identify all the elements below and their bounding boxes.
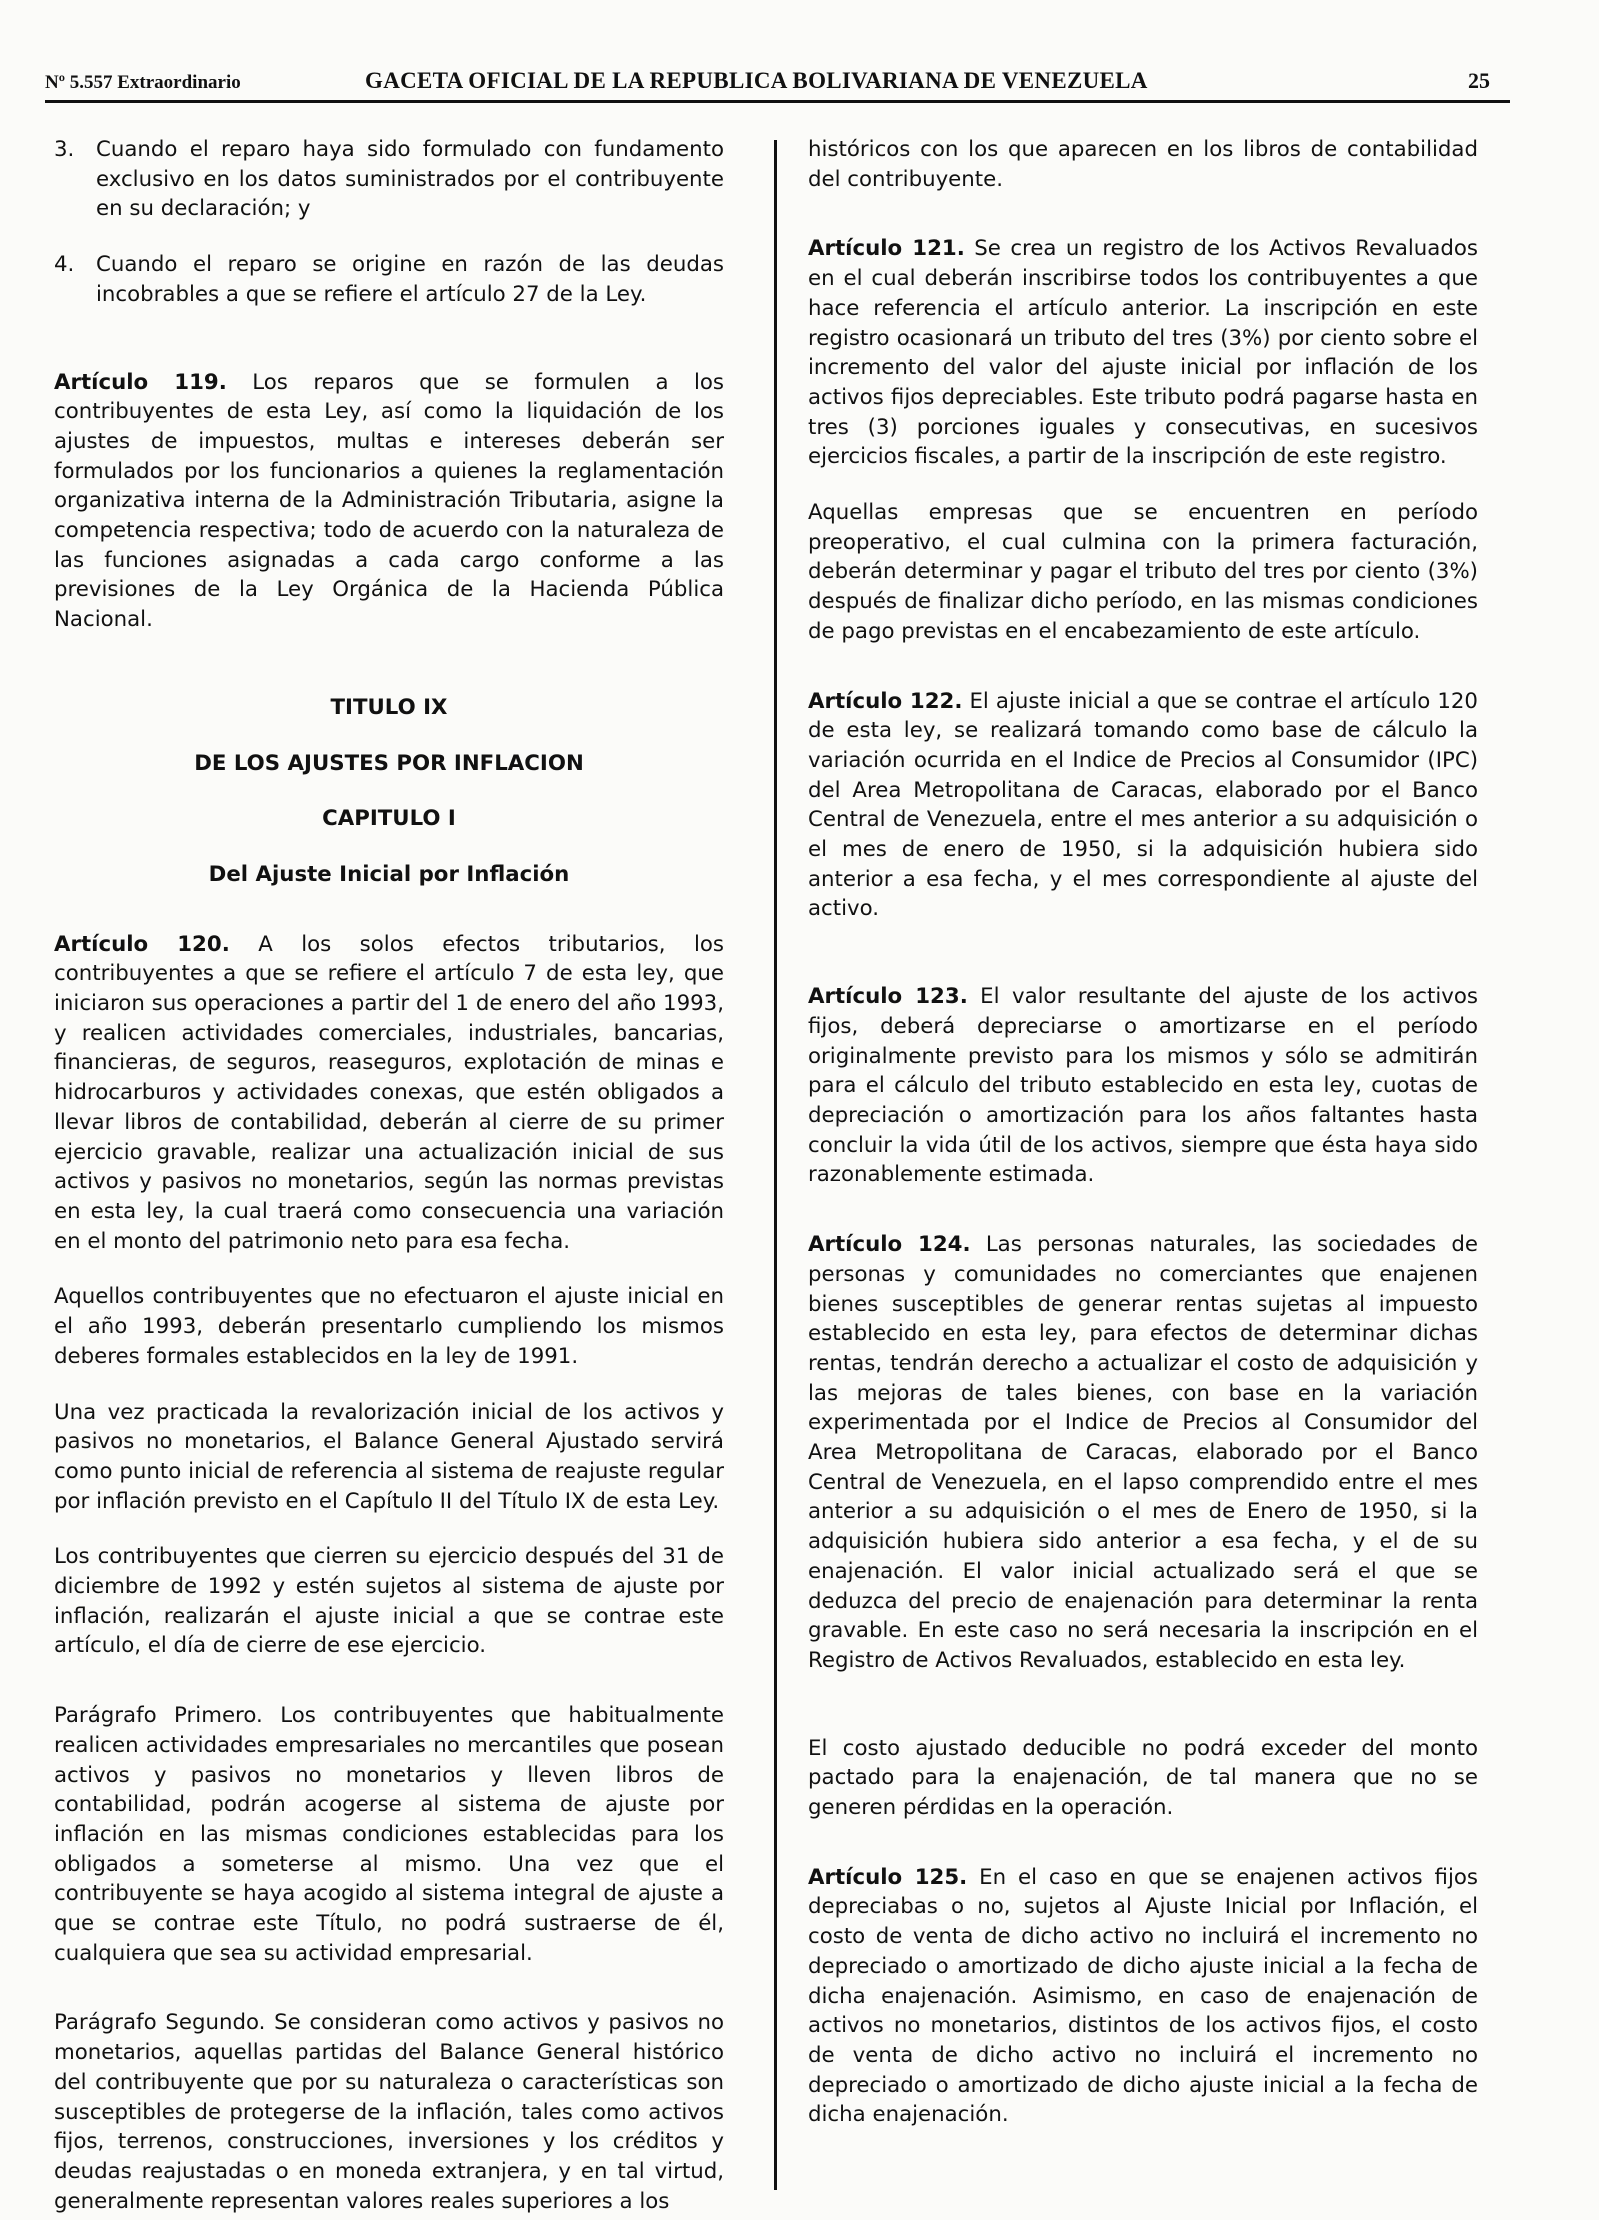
list-item (54, 135, 724, 224)
article-label: Artículo 121. (808, 236, 965, 262)
article-text: En el caso en que se enajenen activos fijos depreciabas o no, sujetos al Ajuste Inicial por Inflación, el costo de venta de dicho activo no incluirá el incremento no depreciado o amortizado de dicho ajuste inicial a la fecha de dicha enajenación. Asimismo, en caso de enajenación de activos no monetarios, distintos de los activos fijos, el costo de venta de dicho activo no incluirá el incremento no depreciado o amortizado de dicho ajuste inicial a la fecha de dicha enajenación. (808, 1864, 1478, 2128)
paragraph: Los contribuyentes que cierren su ejercicio después del 31 de diciembre de 1992 y estén sujetos al sistema de ajuste por inflación, realizarán el ajuste inicial a que se contrae este artículo, el día de cierre de ese ejercicio. (54, 1544, 724, 1659)
issue-number: Nº 5.557 Extraordinario (45, 72, 241, 93)
page-header (45, 60, 1510, 103)
article-label: Artículo 125. (808, 1864, 968, 1890)
article-text: Se crea un registro de los Activos Revaluados en el cual deberán inscribirse todos los contribuyentes a que hace referencia el artículo anterior. La inscripción en este registro ocasionará un tributo del tres (3%) por ciento sobre el incremento del valor del ajuste inicial por inflación de los activos fijos depreciables. Este tributo podrá pagarse hasta en tres (3) porciones iguales y consecutivas, en sucesivos ejercicios fiscales, a partir de la inscripción de este registro. (808, 236, 1478, 470)
article-label: Artículo 124. (808, 1232, 971, 1258)
article-text: Los reparos que se formulen a los contribuyentes de esta Ley, así como la liquidación de los ajustes de impuestos, multas e intereses deberán ser formulados por los funcionarios a quienes la reglamentación organizativa interna de la Administración Tributaria, asigne la competencia respectiva; todo de acuerdo con la naturaleza de las funciones asignadas a cada cargo conforme a las previsiones de la Ley Orgánica de la Hacienda Pública Nacional. (54, 369, 724, 633)
article-label: Artículo 119. (54, 369, 227, 395)
gazette-title: GACETA OFICIAL DE LA REPUBLICA BOLIVARIANA DE VENEZUELA (365, 68, 1148, 93)
article-122 (808, 687, 1478, 925)
right-column (808, 135, 1478, 2130)
article-label: Artículo 122. (808, 688, 963, 714)
paragraph: Aquellas empresas que se encuentren en período preoperativo, el cual culmina con la primera facturación, deberán determinar y pagar el tributo del tres por ciento (3%) después de finalizar dicho período, en las mismas condiciones de pago previstas en el encabezamiento de este artículo. (808, 500, 1478, 644)
article-text: El valor resultante del ajuste de los activos fijos, deberá depreciarse o amortizarse en el período originalmente previsto para los mismos y sólo se admitirán para el cálculo del tributo establecido en esta ley, cuotas de depreciación o amortización para los años faltantes hasta concluir la vida útil de los activos, siempre que ésta haya sido razonablemente estimada. (808, 984, 1478, 1188)
article-text: Las personas naturales, las sociedades de personas y comunidades no comerciantes que enajenen bienes susceptibles de generar rentas sujetas al impuesto establecido en esta ley, para efectos de determinar dichas rentas, tendrán derecho a actualizar el costo de adquisición y las mejoras de tales bienes, con base en la variación experimentada por el Indice de Precios al Consumidor del Area Metropolitana de Caracas, elaborado por el Banco Central de Venezuela, en el lapso comprendido entre el mes anterior a su adquisición o el mes de Enero de 1950, si la adquisición hubiera sido anterior a esa fecha, y el de su enajenación. El valor inicial actualizado será el que se deduzca del precio de enajenación para determinar la renta gravable. En este caso no será necesaria la inscripción en el Registro de Activos Revaluados, establecido en esta ley. (808, 1232, 1478, 1673)
list-item-text: Cuando el reparo se origine en razón de las deudas incobrables a que se refiere el artículo 27 de la Ley. (96, 252, 724, 307)
article-125 (808, 1863, 1478, 2130)
list-item-number: 3. (54, 137, 75, 162)
article-label: Artículo 123. (808, 984, 968, 1010)
article-123 (808, 982, 1478, 1190)
paragraph: El costo ajustado deducible no podrá exceder del monto pactado para la enajenación, de tal manera que no se generen pérdidas en la operación. (808, 1735, 1478, 1821)
title-heading: TITULO IX (330, 694, 448, 720)
column-divider (774, 140, 777, 2190)
title-subheading: DE LOS AJUSTES POR INFLACION (194, 750, 584, 776)
paragraph-primero: Parágrafo Primero. Los contribuyentes que habitualmente realicen actividades empresariales no mercantiles que posean activos y pasivos no monetarios y lleven libros de contabilidad, podrán acogerse al sistema de ajuste por inflación en las mismas condiciones establecidas para los obligados a someterse al mismo. Una vez que el contribuyente se haya acogido al sistema integral de ajuste a que se contrae este Título, no podrá sustraerse de él, cualquiera que sea su actividad empresarial. (54, 1703, 724, 1966)
paragraph-segundo: Parágrafo Segundo. Se consideran como activos y pasivos no monetarios, aquellas partidas del Balance General histórico del contribuyente que por su naturaleza o características son susceptibles de protegerse de la inflación, tales como activos fijos, terrenos, construcciones, inversiones y los créditos y deudas reajustadas o en moneda extranjera, y en tal virtud, generalmente representan valores reales superiores a los (54, 2010, 724, 2214)
list-item-number: 4. (54, 252, 75, 278)
article-label: Artículo 120. (54, 931, 230, 957)
article-text: A los solos efectos tributarios, los contribuyentes a que se refiere el artículo 7 de esta ley, que iniciaron sus operaciones a partir del 1 de enero del año 1993, y realicen actividades comerciales, industriales, bancarias, financieras, de seguros, reaseguros, explotación de minas e hidrocarburos y actividades conexas, que estén obligados a llevar libros de contabilidad, deberán al cierre de su primer ejercicio gravable, realizar una actualización inicial de sus activos y pasivos no monetarios, según las normas previstas en esta ley, la cual traerá como consecuencia una variación en el monto del patrimonio neto para esa fecha. (54, 931, 724, 1254)
page-number: 25 (1468, 68, 1490, 93)
article-119 (54, 368, 724, 635)
article-120 (54, 930, 724, 1257)
paragraph-continued: históricos con los que aparecen en los libros de contabilidad del contribuyente. (808, 137, 1478, 192)
left-column (54, 135, 724, 2216)
paragraph: Aquellos contribuyentes que no efectuaron el ajuste inicial en el año 1993, deberán presentarlo cumpliendo los mismos deberes formales establecidos en la ley de 1991. (54, 1284, 724, 1369)
list-item (54, 250, 724, 309)
list-item-text: Cuando el reparo haya sido formulado con fundamento exclusivo en los datos suministrados por el contribuyente en su declaración; y (96, 137, 724, 222)
chapter-name: Del Ajuste Inicial por Inflación (208, 861, 570, 887)
article-124 (808, 1230, 1478, 1676)
article-text: El ajuste inicial a que se contrae el artículo 120 de esta ley, se realizará tomando como base de cálculo la variación ocurrida en el Indice de Precios al Consumidor (IPC) del Area Metropolitana de Caracas, elaborado por el Banco Central de Venezuela, entre el mes anterior a su adquisición o el mes de enero de 1950, si la adquisición hubiera sido anterior a esa fecha, y el mes correspondiente al ajuste del activo. (808, 688, 1478, 922)
chapter-heading: CAPITULO I (322, 806, 456, 832)
paragraph: Una vez practicada la revalorización inicial de los activos y pasivos no monetarios, el Balance General Ajustado servirá como punto inicial de referencia al sistema de reajuste regular por inflación previsto en el Capítulo II del Título IX de esta Ley. (54, 1399, 724, 1514)
article-121 (808, 234, 1478, 472)
